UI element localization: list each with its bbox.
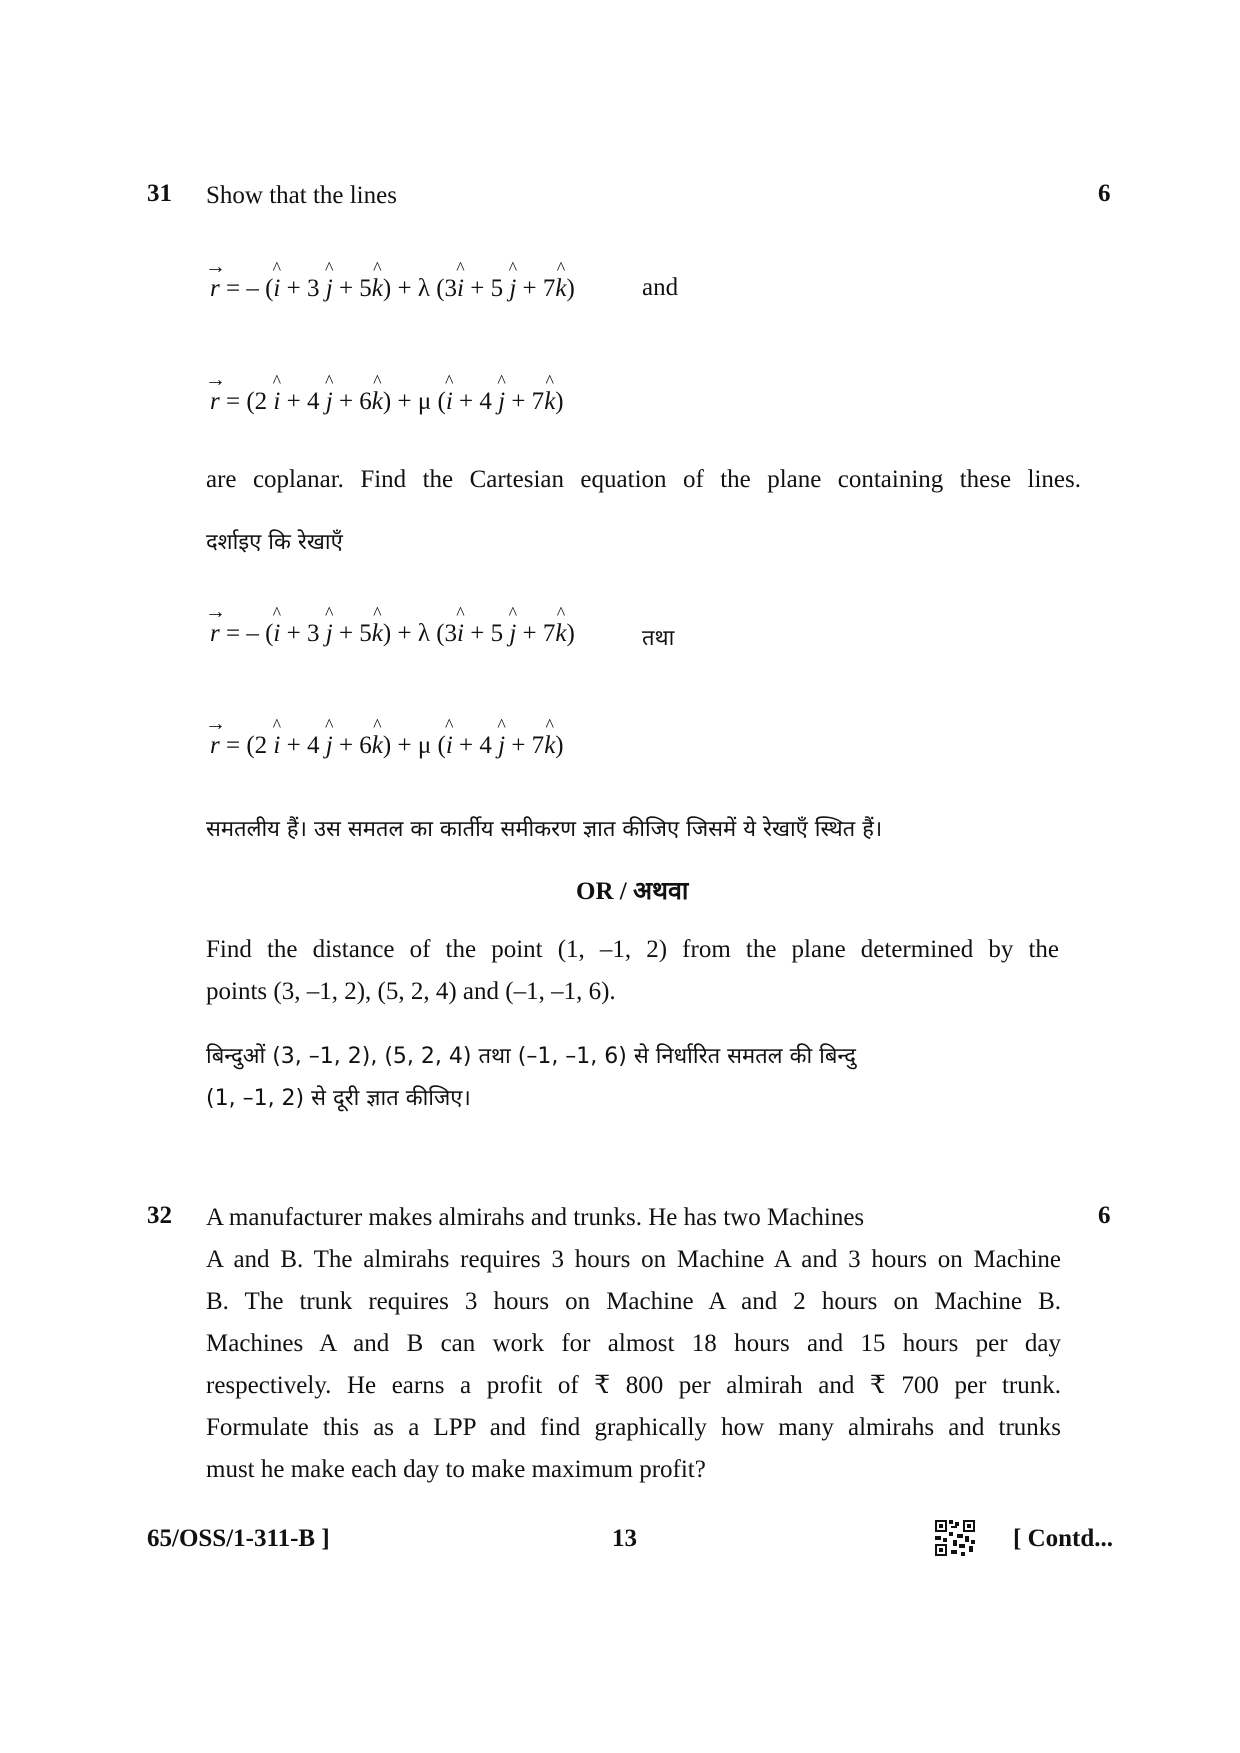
q32-line-2: A and B. The almirahs requires 3 hours on Machine A and 3 hours on Machine [206,1246,1061,1273]
q31-intro: Show that the lines [206,182,397,209]
q31-hi-line-2-equation: → r = (2 ^ i + 4 ^ j + 6^ k) + μ (^ i + 4 ^ j + 7^ k) [210,732,564,760]
q31-line-2-equation: → r = (2 ^ i + 4 ^ j + 6^ k) + μ (^ i + 4 ^ j + 7^ k) [210,388,564,416]
question-number-31: 31 [147,180,172,207]
q32-marks: 6 [1098,1202,1111,1229]
q31-tatha: तथा [642,626,675,651]
q31-en-text: are coplanar. Find the Cartesian equation of the plane containing these lines. [206,466,1081,493]
q31-and: and [642,274,679,301]
page-number: 13 [612,1525,637,1552]
q32-line-6: Formulate this as a LPP and find graphically how many almirahs and trunks [206,1414,1061,1441]
q31-hi-line-1-equation: → r = – (^ i + 3 ^ j + 5^ k) + λ (3^ i + 5 ^ j + 7^ k) [210,620,575,648]
q31-alt-en-line-1: Find the distance of the point (1, –1, 2) from the plane determined by the [206,936,1059,963]
q32-line-4: Machines A and B can work for almost 18 hours and 15 hours per day [206,1330,1061,1357]
q31-line-1-equation: → r = – (^ i + 3 ^ j + 5^ k) + λ (3^ i + 5 ^ j + 7^ k) [210,275,575,303]
q32-line-1: A manufacturer makes almirahs and trunks. He has two Machines [206,1204,865,1231]
q31-hi-intro: दर्शाइए कि रेखाएँ [206,530,343,555]
q32-line-5: respectively. He earns a profit of ₹ 800 per almirah and ₹ 700 per trunk. [206,1372,1061,1399]
qr-code-icon [935,1520,975,1561]
q31-alt-en-line-2: points (3, –1, 2), (5, 2, 4) and (–1, –1, 6). [206,978,616,1005]
or-separator: OR / अथवा [576,878,689,905]
q31-marks: 6 [1098,180,1111,207]
q32-line-7: must he make each day to make maximum profit? [206,1456,706,1483]
q31-alt-hi-line-2: (1, –1, 2) से दूरी ज्ञात कीजिए। [206,1086,471,1111]
q31-hi-text: समतलीय हैं। उस समतल का कार्तीय समीकरण ज्ञात कीजिए जिसमें ये रेखाएँ स्थित हैं। [206,817,883,842]
paper-code: 65/OSS/1-311-B ] [147,1525,330,1552]
continued-label: [ Contd... [1013,1525,1114,1552]
q31-alt-hi-line-1: बिन्दुओं (3, –1, 2), (5, 2, 4) तथा (–1, –1, 6) से निर्धारित समतल की बिन्दु [206,1044,856,1069]
q32-line-3: B. The trunk requires 3 hours on Machine A and 2 hours on Machine B. [206,1288,1061,1315]
question-number-32: 32 [147,1202,172,1229]
